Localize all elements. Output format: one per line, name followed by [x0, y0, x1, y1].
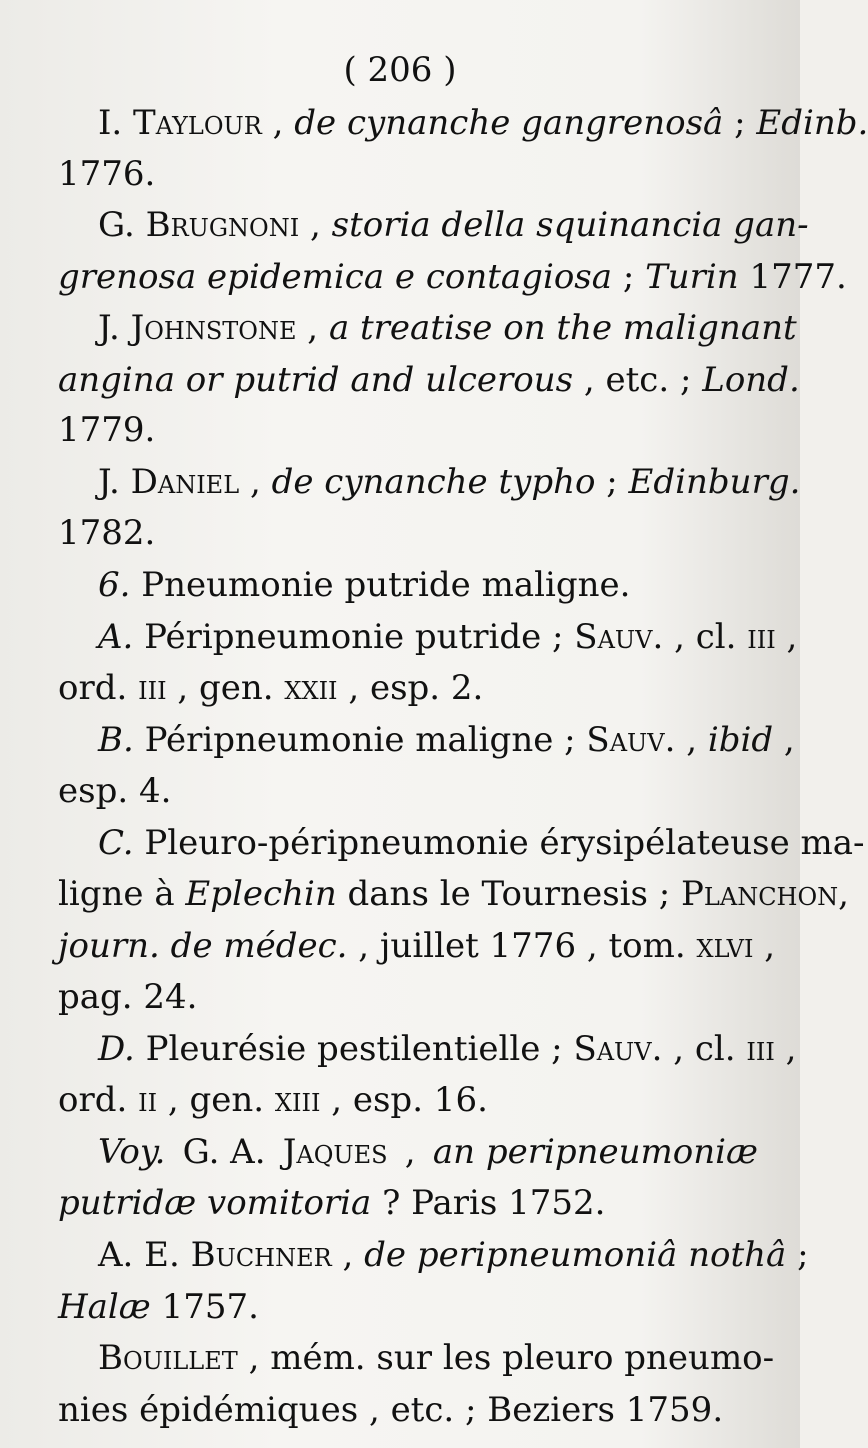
text-segment: 1777. [738, 257, 847, 297]
text-segment: , esp. 2. [337, 668, 484, 708]
text-line [58, 1390, 758, 1430]
text-segment: ; [786, 1235, 809, 1275]
text-segment: ; [723, 103, 757, 143]
text-line [98, 823, 865, 863]
page-number: ( 206 ) [343, 50, 457, 90]
text-segment: ord. [58, 1080, 139, 1120]
text-segment: Lond. [702, 360, 800, 400]
text-line [98, 1235, 809, 1275]
text-segment: , [775, 617, 798, 657]
text-segment: D. [98, 1029, 135, 1069]
text-segment: esp. 4. [58, 771, 172, 811]
text-segment: Bouillet [98, 1338, 238, 1378]
text-segment: Péripneumonie putride ; [133, 617, 575, 657]
text-line [58, 513, 155, 553]
text-segment: Pleurésie pestilentielle ; [134, 1029, 574, 1069]
text-segment: nies épidémiques , etc. ; Beziers 1759. [58, 1390, 724, 1430]
text-segment: J. [98, 462, 131, 502]
text-segment: Sauv. [573, 1029, 663, 1069]
text-line [58, 257, 847, 297]
text-line [58, 1287, 259, 1327]
text-segment: Voy. [98, 1132, 166, 1172]
text-segment: , [675, 720, 708, 760]
text-segment: Edinburg. [628, 462, 801, 502]
text-segment: 1779. [58, 410, 156, 450]
text-segment: an peripneumoniæ [432, 1132, 758, 1172]
text-segment: , [773, 720, 795, 760]
text-segment: iii [746, 1029, 775, 1069]
text-segment: de cynanche gangrenosâ [294, 103, 724, 143]
text-segment: xiii [274, 1080, 321, 1120]
text-segment: xxii [284, 668, 338, 708]
text-segment: Daniel [130, 462, 240, 502]
text-segment: 1757. [150, 1287, 259, 1327]
text-segment: ii [138, 1080, 158, 1120]
text-segment: C. [98, 823, 134, 863]
text-segment: Jaques [282, 1132, 388, 1172]
text-line [98, 103, 868, 143]
text-line [98, 617, 798, 657]
text-segment: 1776. [58, 154, 156, 194]
text-segment: de cynanche typho [271, 462, 596, 502]
text-segment: ord. [58, 668, 139, 708]
text-segment: dans le Tournesis ; [336, 874, 682, 914]
text-segment: Halæ [58, 1287, 151, 1327]
text-segment: ligne à [58, 874, 186, 914]
text-segment: , [261, 103, 295, 143]
text-segment: , cl. [662, 1029, 747, 1069]
text-segment: , mém. sur les pleuro pneumo- [237, 1338, 775, 1378]
text-segment: 1782. [58, 513, 156, 553]
text-line [58, 668, 483, 708]
text-segment: B. [98, 720, 134, 760]
text-segment: pag. 24. [58, 977, 198, 1017]
text-line [98, 565, 630, 605]
text-line [98, 308, 797, 348]
text-segment: , [774, 1029, 797, 1069]
text-segment: 6. [98, 565, 131, 605]
text-segment: , [753, 926, 776, 966]
text-segment: xlvi [696, 926, 754, 966]
text-segment: , [239, 462, 272, 502]
text-segment: G. A. [171, 1132, 277, 1172]
text-segment: G. [98, 205, 146, 245]
text-line [58, 771, 171, 811]
text-segment: , juillet 1776 , tom. [347, 926, 697, 966]
text-segment: , [838, 874, 849, 914]
text-segment: Eplechin [185, 874, 337, 914]
text-segment: Sauv. [586, 720, 676, 760]
text-line [98, 1029, 797, 1069]
text-segment: , gen. [166, 668, 285, 708]
text-line [58, 154, 155, 194]
text-segment: ; [595, 462, 629, 502]
text-segment: Johnstone [130, 308, 297, 348]
text-line [58, 1183, 606, 1223]
text-segment: , [331, 1235, 365, 1275]
text-segment: , esp. 16. [320, 1080, 488, 1120]
text-segment: Buchner [190, 1235, 332, 1275]
text-segment: putridæ vomitoria [58, 1183, 372, 1223]
text-segment: I. [98, 103, 134, 143]
text-line [58, 360, 800, 400]
text-segment: , gen. [157, 1080, 275, 1120]
text-segment: Pneumonie putride maligne. [130, 565, 631, 605]
text-line [58, 874, 849, 914]
text-segment: iii [138, 668, 167, 708]
text-segment: , [394, 1132, 427, 1172]
text-segment: ? Paris 1752. [371, 1183, 606, 1223]
text-segment: Péripneumonie maligne ; [133, 720, 587, 760]
text-line [58, 926, 776, 966]
text-segment: Sauv. [574, 617, 664, 657]
text-segment: de peripneumoniâ nothâ [364, 1235, 787, 1275]
text-segment: A. E. [98, 1235, 191, 1275]
text-segment: journ. de médec. [58, 926, 348, 966]
text-segment: a treatise on the malignant [328, 308, 797, 348]
text-segment: angina or putrid and ulcerous [58, 360, 574, 400]
text-segment: , [296, 308, 329, 348]
text-segment: grenosa epidemica e contagiosa [58, 257, 613, 297]
text-segment: Planchon [681, 874, 839, 914]
text-segment: Edinb. [756, 103, 868, 143]
text-line [58, 410, 155, 450]
text-segment: Taylour [133, 103, 262, 143]
text-segment: , cl. [663, 617, 748, 657]
text-segment: Turin [645, 257, 739, 297]
text-segment: Brugnoni [145, 205, 300, 245]
text-segment: , [299, 205, 332, 245]
text-line [98, 205, 809, 245]
text-line [98, 462, 801, 502]
text-line [98, 1338, 775, 1378]
text-segment: ibid [707, 720, 774, 760]
text-segment: J. [98, 308, 131, 348]
text-segment: storia della squinancia gan- [331, 205, 809, 245]
text-segment: iii [747, 617, 776, 657]
text-segment: A. [98, 617, 134, 657]
text-line [98, 1132, 758, 1172]
text-segment: ; [612, 257, 646, 297]
text-line [98, 720, 795, 760]
text-segment: Pleuro-péripneumonie érysipélateuse ma- [133, 823, 865, 863]
text-line [58, 1080, 488, 1120]
text-segment: , etc. ; [573, 360, 703, 400]
text-line [58, 977, 198, 1017]
